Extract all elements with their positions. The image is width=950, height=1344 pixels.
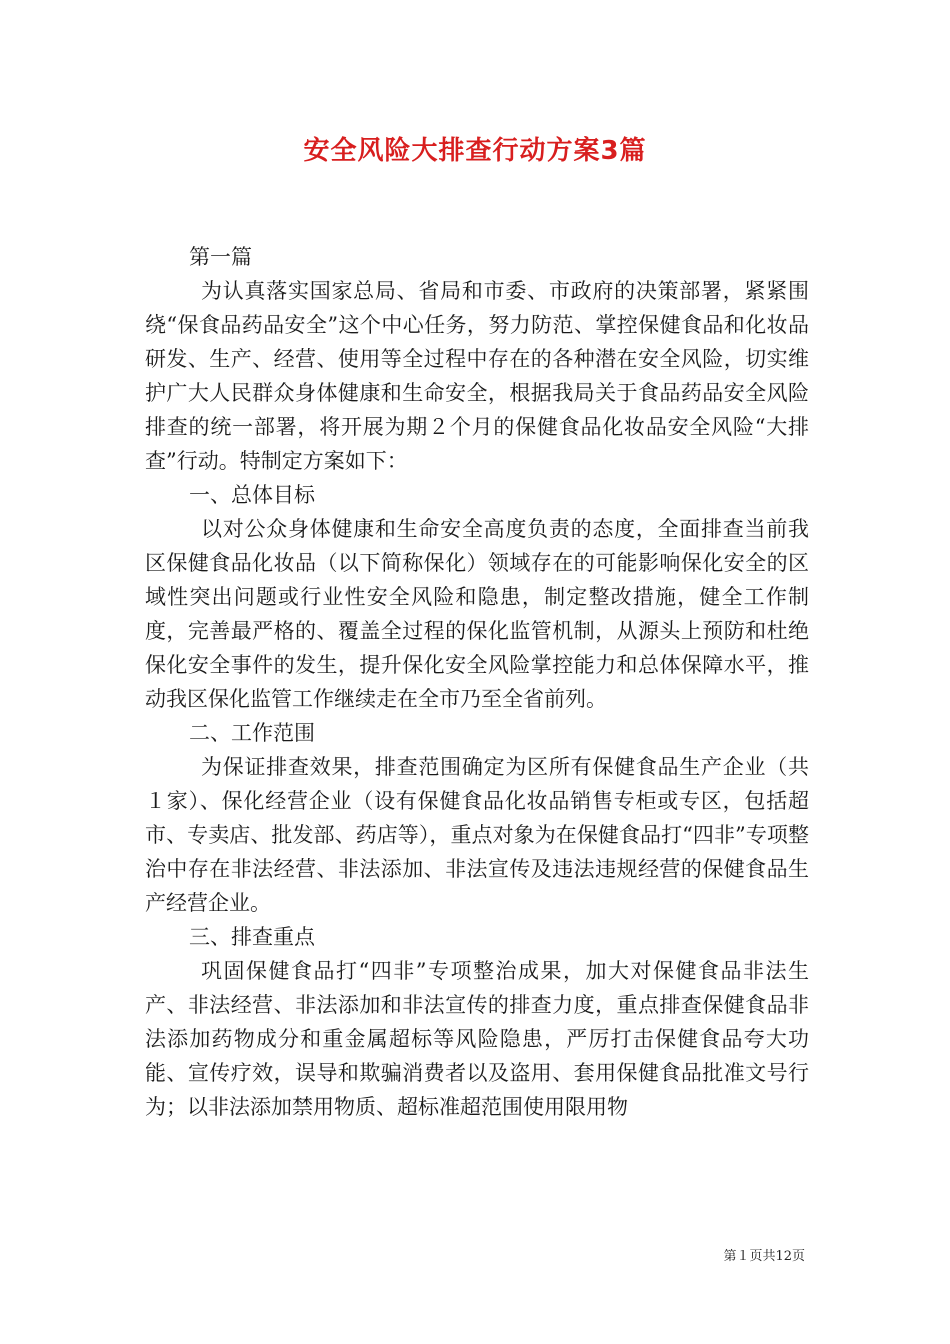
paragraph-overall-goal: 以对公众身体健康和生命安全高度负责的态度，全面排查当前我区保健食品化妆品（以下简称保化）领域存在的可能影响保化安全的区域性突出问题或行业性安全风险和隐患，制定整改措施，健全工作制度，完善最严格的、覆盖全过程的保化监管机制，从源头上预防和杜绝保化安全事件的发生，提升保化安全风险掌控能力和总体保障水平，推动我区保化监管工作继续走在全市乃至全省前列。 [145, 517, 809, 711]
section-label: 第一篇 [189, 245, 252, 269]
paragraph-work-scope: 为保证排查效果，排查范围确定为区所有保健食品生产企业（共１家）、保化经营企业（设有保健食品化妆品销售专柜或专区，包括超市、专卖店、批发部、药店等），重点对象为在保健食品打“四非”专项整治中存在非法经营、非法添加、非法宣传及违法违规经营的保健食品生产经营企业。 [145, 755, 809, 915]
heading-overall-goal: 一、总体目标 [189, 483, 315, 507]
document-body [145, 240, 809, 1124]
page-number: 第１页共12页 [723, 1249, 805, 1264]
heading-work-scope: 二、工作范围 [189, 721, 315, 745]
paragraph-key-points: 巩固保健食品打“四非”专项整治成果，加大对保健食品非法生产、非法经营、非法添加和非法宣传的排查力度，重点排查保健食品非法添加药物成分和重金属超标等风险隐患，严厉打击保健食品夸大功能、宣传疗效，误导和欺骗消费者以及盗用、套用保健食品批准文号行为；以非法添加禁用物质、超标准超范围使用限用物 [145, 959, 809, 1119]
heading-key-points: 三、排查重点 [189, 925, 315, 949]
paragraph-intro: 为认真落实国家总局、省局和市委、市政府的决策部署，紧紧围绕“保食品药品安全”这个中心任务，努力防范、掌控保健食品和化妆品研发、生产、经营、使用等全过程中存在的各种潜在安全风险，切实维护广大人民群众身体健康和生命安全，根据我局关于食品药品安全风险排查的统一部署，将开展为期２个月的保健食品化妆品安全风险“大排查”行动。特制定方案如下： [145, 279, 809, 473]
document-title: 安全风险大排查行动方案3篇 [303, 136, 647, 166]
